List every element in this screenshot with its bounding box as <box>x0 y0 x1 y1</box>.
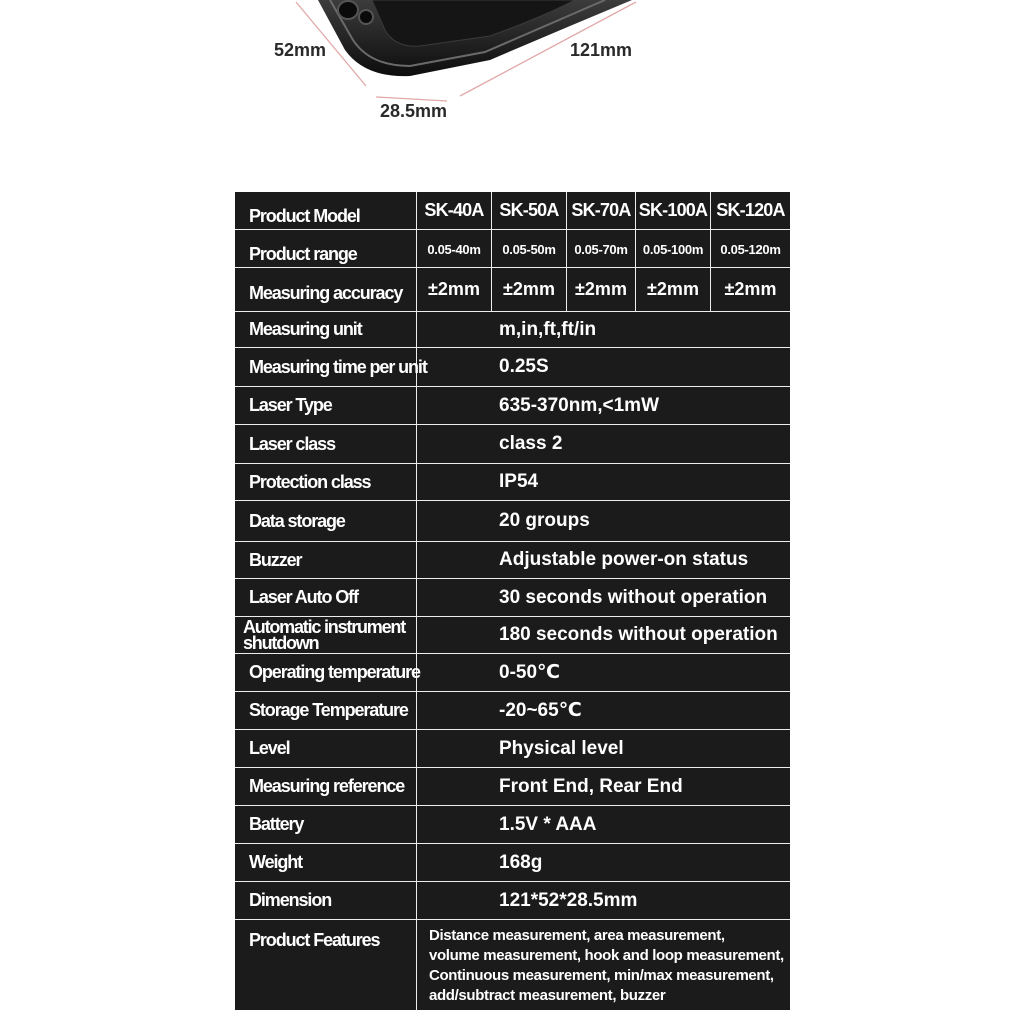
spec-label: Data storage <box>235 501 417 541</box>
device-port <box>338 1 358 19</box>
spec-label: Dimension <box>235 882 417 919</box>
spec-value: 30 seconds without operation <box>499 586 768 608</box>
spec-row-level <box>235 730 790 768</box>
spec-label: Automatic instrument shutdown <box>235 617 417 653</box>
spec-label: Laser class <box>235 425 417 463</box>
spec-value: Adjustable power-on status <box>499 549 749 570</box>
accuracy-cell: ±2mm <box>492 268 567 311</box>
spec-row-weight <box>235 844 790 882</box>
model-cell: SK-70A <box>567 192 636 229</box>
spec-label: Measuring unit <box>235 312 417 347</box>
spec-label: Product Features <box>235 920 417 1010</box>
model-cell: SK-100A <box>636 192 711 229</box>
spec-row-battery <box>235 806 790 844</box>
width-dimension-label: 52mm <box>274 40 327 60</box>
spec-row-dimension <box>235 882 790 920</box>
spec-row-measuring-unit <box>235 312 790 348</box>
accuracy-cell: ±2mm <box>724 279 777 299</box>
spec-table <box>235 192 790 1010</box>
spec-row-product-features <box>235 920 790 1010</box>
spec-value: class 2 <box>499 433 563 454</box>
spec-value: 635-370nm,<1mW <box>499 394 659 416</box>
height-dimension-label: 28.5mm <box>380 101 448 121</box>
spec-value: 0.25S <box>499 356 549 377</box>
spec-value: 180 seconds without operation <box>499 624 778 645</box>
spec-row-laser-auto-off <box>235 579 790 617</box>
spec-label: Battery <box>235 806 417 843</box>
features-line: Continuous measurement, min/max measurement, <box>429 967 774 984</box>
spec-row-operating-temperature <box>235 654 790 692</box>
features-line: add/subtract measurement, buzzer <box>429 987 666 1004</box>
spec-value: m,in,ft,ft/in <box>499 318 597 340</box>
spec-value: IP54 <box>499 471 539 492</box>
spec-label: Product range <box>235 230 417 267</box>
spec-label: Operating temperature <box>235 654 417 691</box>
spec-label: Laser Type <box>235 387 417 424</box>
spec-value: -20~65℃ <box>499 700 582 721</box>
accuracy-cells <box>417 268 790 311</box>
spec-row-product-range <box>235 230 790 268</box>
spec-row-laser-class <box>235 425 790 464</box>
model-cell: SK-50A <box>492 192 567 229</box>
model-cell: SK-40A <box>417 192 492 229</box>
spec-value: 121*52*28.5mm <box>499 889 638 911</box>
spec-label: Measuring time per unit <box>235 348 417 386</box>
spec-label: Storage Temperature <box>235 692 417 729</box>
spec-row-product-model <box>235 192 790 230</box>
spec-label: Weight <box>235 844 417 881</box>
spec-label: Measuring reference <box>235 768 417 805</box>
range-cell: 0.05-50m <box>492 230 567 267</box>
spec-value: 1.5V * AAA <box>499 813 597 835</box>
spec-row-storage-temperature <box>235 692 790 730</box>
spec-label: Protection class <box>235 464 417 500</box>
device-port-2 <box>359 10 373 24</box>
spec-value: Front End, Rear End <box>499 775 683 797</box>
accuracy-cell: ±2mm <box>567 268 636 311</box>
features-line: Distance measurement, area measurement, <box>429 927 725 944</box>
spec-row-buzzer <box>235 542 790 579</box>
spec-row-auto-shutdown <box>235 617 790 654</box>
spec-row-measuring-reference <box>235 768 790 806</box>
spec-value: 168g <box>499 851 543 873</box>
spec-label: Laser Auto Off <box>235 579 417 616</box>
model-cell: SK-120A <box>716 200 785 220</box>
spec-label: Level <box>235 730 417 767</box>
spec-label: Product Model <box>235 192 417 229</box>
spec-row-measuring-time <box>235 348 790 387</box>
spec-row-measuring-accuracy <box>235 268 790 312</box>
features-line: volume measurement, hook and loop measurement, <box>429 947 784 964</box>
spec-label: Measuring accuracy <box>235 268 417 311</box>
spec-label: Buzzer <box>235 542 417 578</box>
range-cell: 0.05-40m <box>417 230 492 267</box>
range-cell: 0.05-70m <box>567 230 636 267</box>
spec-row-data-storage <box>235 501 790 542</box>
features-text <box>429 926 789 1006</box>
device-illustration <box>0 0 1024 140</box>
spec-value: Physical level <box>499 737 624 759</box>
model-cells <box>417 192 790 229</box>
accuracy-cell: ±2mm <box>417 268 492 311</box>
range-cell: 0.05-100m <box>636 230 711 267</box>
spec-row-laser-type <box>235 387 790 425</box>
spec-value: 20 groups <box>499 510 590 531</box>
device-dimension-diagram <box>0 0 1024 140</box>
range-cells <box>417 230 790 267</box>
accuracy-cell: ±2mm <box>636 268 711 311</box>
range-cell: 0.05-120m <box>720 242 781 257</box>
length-dimension-label: 121mm <box>570 40 633 60</box>
spec-value: 0-50℃ <box>499 662 561 683</box>
spec-row-protection-class <box>235 464 790 501</box>
